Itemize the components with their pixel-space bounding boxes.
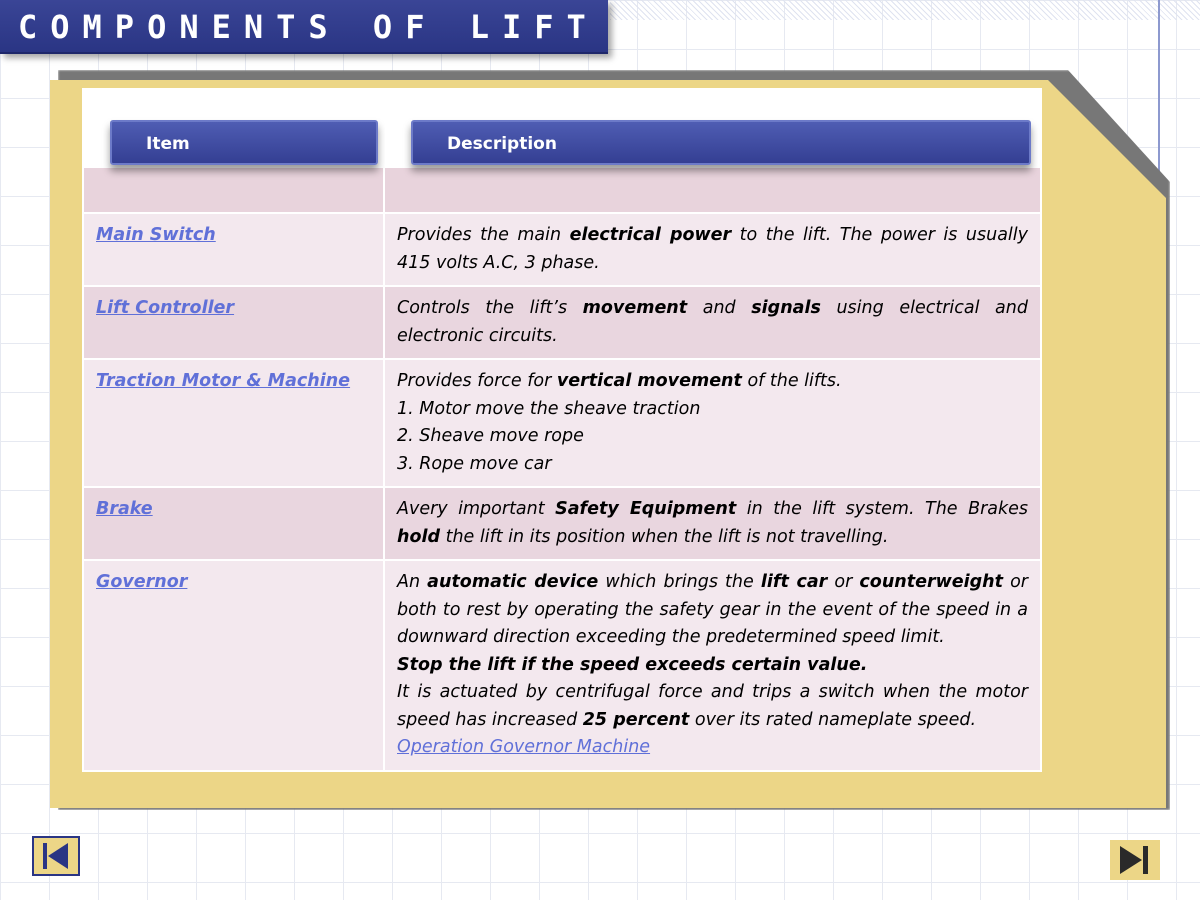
page-title: COMPONENTS OF LIFT — [18, 8, 599, 46]
bold-text: hold — [397, 526, 441, 547]
table-row — [83, 560, 1041, 771]
bold-text: movement — [582, 298, 688, 318]
table-row — [83, 487, 1041, 560]
description-text: in the lift system. The Brakes — [736, 499, 1029, 519]
item-header-button: Item — [110, 120, 378, 165]
traction-motor-link[interactable]: Traction Motor & Machine — [96, 371, 351, 391]
description-text: Controls the lift’s — [397, 298, 583, 318]
title-banner — [0, 0, 608, 54]
components-table — [82, 88, 1042, 772]
description-cell — [384, 286, 1041, 359]
bold-text: lift car — [760, 572, 828, 592]
table-row — [83, 359, 1041, 487]
bold-text: counterweight — [859, 572, 1003, 592]
main-switch-link[interactable]: Main Switch — [96, 225, 216, 245]
description-line — [397, 734, 1028, 762]
description-line — [397, 295, 1028, 350]
description-text: or — [827, 572, 860, 592]
bold-text: Stop the lift if the speed exceeds certain value. — [397, 654, 868, 675]
description-text: to the lift. The power is usually 415 volts A.C, 3 phase. — [397, 225, 1029, 273]
description-text: of the lifts. — [741, 371, 842, 391]
header-hatch-decoration — [610, 0, 1200, 20]
description-cell — [384, 560, 1041, 771]
item-cell — [83, 487, 384, 560]
description-cell — [384, 359, 1041, 487]
description-line — [397, 569, 1028, 652]
bold-text: Safety Equipment — [555, 499, 737, 519]
previous-slide-icon — [34, 838, 78, 874]
description-text: Provides force for — [397, 371, 557, 391]
previous-slide-button[interactable] — [32, 836, 80, 876]
operation-governor-machine-link[interactable]: Operation Governor Machine — [397, 737, 651, 757]
description-text: It is actuated by centrifugal force and trips a switch when the motor speed has increased — [397, 682, 1028, 730]
description-header-button: Description — [411, 120, 1031, 165]
table-header-row — [83, 89, 1041, 213]
description-text: Avery important — [397, 499, 556, 519]
description-text: which brings the — [598, 572, 761, 592]
description-text: An — [397, 572, 428, 592]
bold-text: 25 percent — [582, 709, 690, 730]
bold-text: signals — [751, 298, 821, 318]
next-slide-button[interactable] — [1110, 840, 1160, 880]
description-line — [397, 652, 1028, 680]
description-text: or both to rest by operating the safety gear in the event of the speed in a downward direction exceeding the predetermined speed limit. — [397, 572, 1029, 647]
description-line — [397, 451, 1028, 479]
description-text: Provides the main — [397, 225, 570, 245]
lift-controller-link[interactable]: Lift Controller — [96, 298, 235, 318]
description-line — [397, 368, 1028, 396]
item-cell — [83, 286, 384, 359]
description-text: 3. Rope move car — [397, 453, 552, 474]
bold-text: vertical movement — [556, 371, 742, 391]
description-text: the lift in its position when the lift is not travelling. — [440, 526, 889, 547]
brake-link[interactable]: Brake — [96, 499, 153, 519]
item-cell — [83, 213, 384, 286]
description-text: over its rated nameplate speed. — [689, 709, 977, 730]
header-item-cell — [83, 89, 384, 213]
governor-link[interactable]: Governor — [96, 572, 188, 592]
description-line — [397, 679, 1028, 734]
item-cell — [83, 359, 384, 487]
table-row — [83, 286, 1041, 359]
item-cell — [83, 560, 384, 771]
description-cell — [384, 213, 1041, 286]
description-cell — [384, 487, 1041, 560]
description-line — [397, 396, 1028, 424]
description-line — [397, 496, 1028, 551]
next-slide-icon — [1110, 840, 1160, 880]
description-text: 1. Motor move the sheave traction — [397, 398, 701, 419]
description-text: and — [687, 298, 752, 318]
bold-text: electrical power — [569, 225, 732, 245]
description-text: 2. Sheave move rope — [397, 426, 584, 446]
bold-text: automatic device — [427, 572, 599, 592]
table-row — [83, 213, 1041, 286]
description-line — [397, 423, 1028, 451]
description-line — [397, 222, 1028, 277]
header-description-cell — [384, 89, 1041, 213]
decorative-vertical-line — [1158, 0, 1160, 185]
description-text: using electrical and electronic circuits. — [397, 298, 1028, 346]
